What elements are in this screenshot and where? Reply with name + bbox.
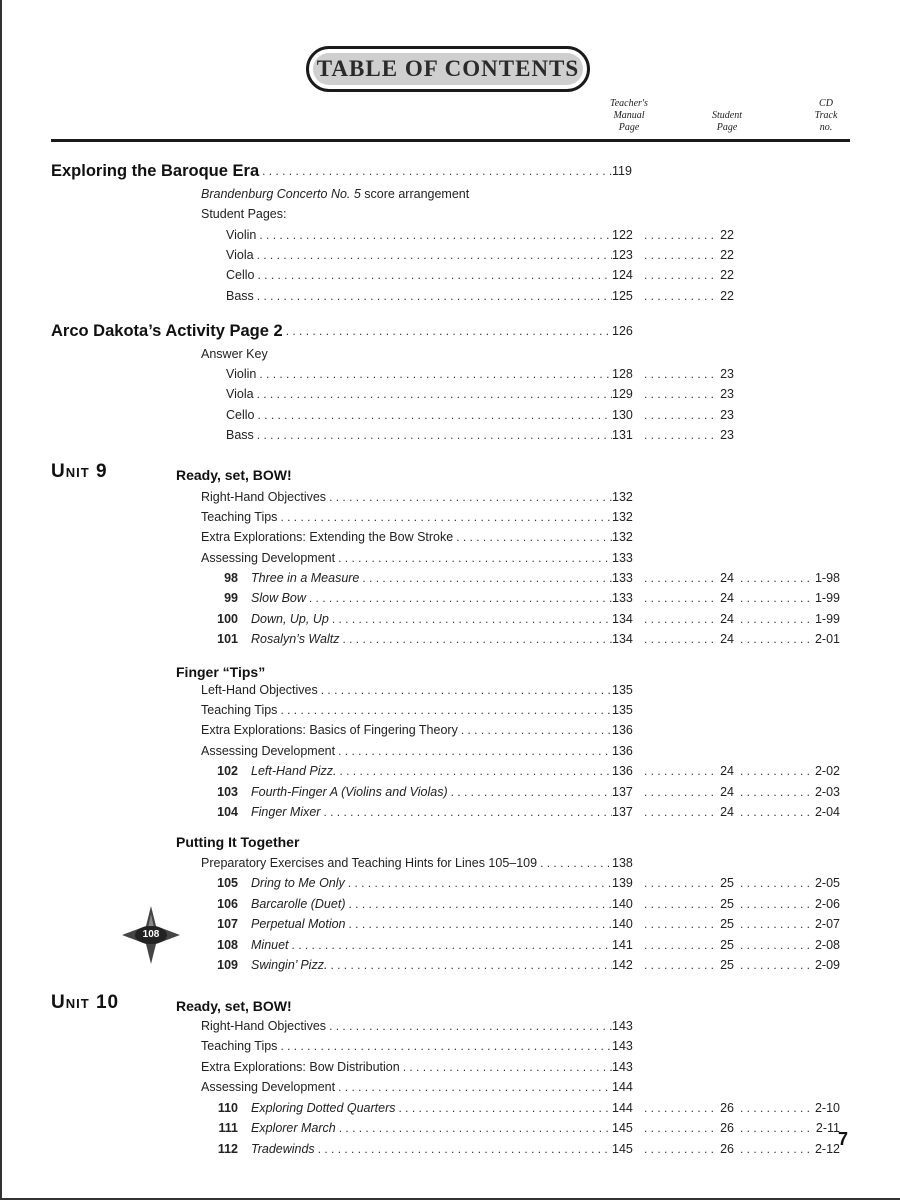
toc-row: [0, 265, 900, 285]
toc-row: [0, 832, 900, 852]
teacher-page: 136: [612, 723, 633, 737]
title-italic: Brandenburg Concerto No. 5: [201, 187, 361, 201]
teacher-page: 135: [612, 683, 633, 697]
teacher-page: 132: [612, 490, 633, 504]
leader-dots: [257, 286, 612, 306]
leader-dots: [323, 802, 612, 822]
toc-entry-text: Teaching Tips: [201, 703, 278, 717]
teacher-page: 145: [612, 1142, 633, 1156]
student-page: 22: [720, 228, 734, 242]
teacher-page: 139: [612, 876, 633, 890]
leader-dots: [644, 761, 718, 781]
toc-row: [0, 245, 900, 265]
leader-dots: [644, 802, 718, 822]
student-page: 25: [720, 876, 734, 890]
toc-row: [0, 680, 900, 700]
teacher-column-header: [596, 98, 662, 134]
teacher-page: 119: [612, 164, 632, 178]
line-title: Exploring Dotted Quarters: [251, 1101, 396, 1115]
toc-row: [0, 507, 900, 527]
line-title: Tradewinds: [251, 1142, 315, 1156]
toc-row: [0, 225, 900, 245]
leader-dots: [644, 935, 718, 955]
subsection-heading: Ready, set, BOW!: [176, 467, 292, 483]
student-page: 24: [720, 612, 734, 626]
teacher-page: 129: [612, 387, 633, 401]
leader-dots: [644, 384, 718, 404]
toc-entry-text: Right-Hand Objectives: [201, 490, 327, 504]
teacher-header-line-1: Teacher's: [610, 98, 648, 109]
toc-row: [0, 1098, 900, 1118]
toc-entry-text: Teaching Tips: [201, 1039, 278, 1053]
leader-dots: [258, 405, 613, 425]
leader-dots: [740, 1098, 812, 1118]
toc-row: [0, 741, 900, 761]
toc-entry-text: [201, 184, 469, 204]
cd-header-line-1: CD: [819, 98, 833, 109]
toc-row: [0, 629, 900, 649]
leader-dots: [349, 914, 612, 934]
student-page: 24: [720, 591, 734, 605]
unit-label: Unit 9: [51, 461, 108, 482]
header-rule: [51, 139, 850, 142]
student-column-header: [694, 110, 760, 134]
leader-dots: [644, 609, 718, 629]
leader-dots: [259, 225, 612, 245]
line-title: Perpetual Motion: [251, 917, 346, 931]
teacher-page: 132: [612, 510, 633, 524]
toc-row: [0, 720, 900, 740]
toc-entry-text: Left-Hand Objectives: [201, 683, 318, 697]
toc-entry-text: Preparatory Exercises and Teaching Hints for Lines 105–109: [201, 856, 538, 870]
toc-entry-text: Bass: [226, 428, 254, 442]
student-page: 25: [720, 958, 734, 972]
leader-dots: [644, 588, 718, 608]
student-page: 23: [720, 408, 734, 422]
leader-dots: [292, 935, 612, 955]
teacher-page: 128: [612, 367, 633, 381]
teacher-page: 137: [612, 805, 633, 819]
teacher-page: 144: [612, 1101, 633, 1115]
line-title: Barcarolle (Duet): [251, 897, 346, 911]
toc-row: [0, 204, 900, 224]
toc-entry-text: Viola: [226, 387, 254, 401]
cd-track: 2-04: [814, 805, 840, 819]
teacher-page: 134: [612, 612, 633, 626]
leader-dots: [339, 761, 612, 781]
toc-row: [0, 548, 900, 568]
leader-dots: [280, 507, 612, 527]
student-page: 24: [720, 785, 734, 799]
student-page: 25: [720, 917, 734, 931]
teacher-page: 137: [612, 785, 633, 799]
leader-dots: [740, 802, 812, 822]
toc-row: [0, 568, 900, 588]
toc-entry-text: Violin: [226, 367, 257, 381]
student-page: 24: [720, 632, 734, 646]
cd-header-line-2: Track: [814, 110, 838, 121]
line-number: 108: [217, 938, 238, 952]
leader-dots: [342, 629, 612, 649]
toc-row: [0, 1077, 900, 1097]
toc-row: [0, 609, 900, 629]
toc-entry-text: Right-Hand Objectives: [201, 1019, 327, 1033]
student-page: 24: [720, 805, 734, 819]
teacher-page: 122: [612, 228, 633, 242]
leader-dots: [644, 405, 718, 425]
leader-dots: [451, 782, 612, 802]
teacher-page: 143: [612, 1019, 633, 1033]
line-title: Dring to Me Only: [251, 876, 345, 890]
teacher-page: 143: [612, 1060, 633, 1074]
section-heading: Exploring the Baroque Era: [51, 162, 260, 180]
toc-row: [0, 364, 900, 384]
toc-row: [0, 588, 900, 608]
leader-dots: [348, 873, 612, 893]
title-capsule: [306, 46, 590, 92]
leader-dots: [461, 720, 612, 740]
cd-track: 2-10: [814, 1101, 840, 1115]
leader-dots: [644, 225, 718, 245]
toc-row: [0, 344, 900, 364]
toc-entry-text: Assessing Development: [201, 1080, 336, 1094]
line-title: Three in a Measure: [251, 571, 360, 585]
student-page: 22: [720, 248, 734, 262]
teacher-header-line-2: Manual: [613, 110, 645, 121]
leader-dots: [286, 321, 612, 341]
leader-dots: [644, 894, 718, 914]
cd-track: 2-03: [814, 785, 840, 799]
leader-dots: [332, 609, 612, 629]
toc-row: [0, 384, 900, 404]
line-number: 105: [217, 876, 238, 890]
student-page: 22: [720, 289, 734, 303]
toc-entry-text: Cello: [226, 268, 255, 282]
toc-entry-text: Viola: [226, 248, 254, 262]
leader-dots: [740, 782, 812, 802]
leader-dots: [644, 568, 718, 588]
leader-dots: [257, 384, 612, 404]
cd-header-line-3: no.: [819, 122, 833, 133]
toc-entry-text: Answer Key: [201, 347, 268, 361]
teacher-page: 132: [612, 530, 633, 544]
cd-track: 2-07: [814, 917, 840, 931]
leader-dots: [644, 873, 718, 893]
leader-dots: [403, 1057, 612, 1077]
leader-dots: [740, 568, 812, 588]
toc-row: [0, 700, 900, 720]
leader-dots: [348, 894, 612, 914]
student-page: 23: [720, 428, 734, 442]
leader-dots: [644, 364, 718, 384]
teacher-page: 131: [612, 428, 633, 442]
leader-dots: [318, 1139, 612, 1159]
toc-row: [0, 782, 900, 802]
cd-track: 2-12: [814, 1142, 840, 1156]
leader-dots: [399, 1098, 612, 1118]
toc-row: [0, 1139, 900, 1159]
line-title: Slow Bow: [251, 591, 306, 605]
student-page: 23: [720, 367, 734, 381]
student-page: 26: [720, 1142, 734, 1156]
toc-row: [0, 425, 900, 445]
teacher-page: 140: [612, 897, 633, 911]
cd-track: 2-05: [814, 876, 840, 890]
teacher-page: 142: [612, 958, 633, 972]
leader-dots: [644, 1139, 718, 1159]
toc-entry-text: Teaching Tips: [201, 510, 278, 524]
cd-track: 1-99: [814, 591, 840, 605]
cd-track: 2-11: [815, 1121, 840, 1135]
leader-dots: [338, 741, 612, 761]
leader-dots: [338, 1077, 612, 1097]
leader-dots: [644, 1118, 718, 1138]
leader-dots: [329, 487, 612, 507]
toc-entry-text: Assessing Development: [201, 551, 336, 565]
leader-dots: [740, 914, 812, 934]
toc-row: [0, 321, 900, 341]
line-number: 100: [217, 612, 238, 626]
toc-row: [0, 184, 900, 204]
leader-dots: [540, 853, 612, 873]
line-number: 103: [217, 785, 238, 799]
toc-entry-text: Extra Explorations: Basics of Fingering Theory: [201, 723, 458, 737]
toc-row: [0, 1016, 900, 1036]
toc-row: [0, 465, 900, 485]
toc-row: [0, 1057, 900, 1077]
leader-dots: [644, 1098, 718, 1118]
student-header-line-1: Student: [712, 110, 742, 121]
toc-entry-text: Violin: [226, 228, 257, 242]
leader-dots: [644, 286, 718, 306]
leader-dots: [740, 873, 812, 893]
teacher-page: 126: [612, 324, 633, 338]
toc-row: [0, 873, 900, 893]
line-title: Finger Mixer: [251, 805, 321, 819]
line-number: 110: [217, 1101, 238, 1115]
cd-track: 2-02: [814, 764, 840, 778]
unit-label: Unit 10: [51, 992, 120, 1013]
leader-dots: [740, 894, 812, 914]
line-number: 109: [217, 958, 238, 972]
leader-dots: [740, 629, 812, 649]
leader-dots: [740, 761, 812, 781]
leader-dots: [644, 265, 718, 285]
cd-track: 2-06: [814, 897, 840, 911]
teacher-page: 124: [612, 268, 633, 282]
leader-dots: [362, 568, 612, 588]
leader-dots: [740, 588, 812, 608]
cd-track: 2-08: [814, 938, 840, 952]
teacher-page: 123: [612, 248, 633, 262]
section-heading: Arco Dakota’s Activity Page 2: [51, 322, 283, 340]
leader-dots: [338, 548, 612, 568]
subsection-heading: Finger “Tips”: [176, 664, 266, 680]
leader-dots: [309, 588, 612, 608]
page-title: TABLE OF CONTENTS: [313, 53, 583, 85]
toc-row: [0, 761, 900, 781]
toc-row: [0, 527, 900, 547]
cd-track: 2-09: [814, 958, 840, 972]
student-page: 26: [720, 1101, 734, 1115]
toc-entry-text: Assessing Development: [201, 744, 336, 758]
cd-track: 1-98: [814, 571, 840, 585]
title-rest: score arrangement: [360, 187, 470, 201]
line-title: Swingin’ Pizz.: [251, 958, 328, 972]
teacher-page: 125: [612, 289, 633, 303]
leader-dots: [740, 609, 812, 629]
toc-row: [0, 802, 900, 822]
leader-dots: [644, 629, 718, 649]
leader-dots: [257, 425, 612, 445]
teacher-page: 133: [612, 551, 633, 565]
teacher-page: 136: [612, 764, 633, 778]
leader-dots: [280, 1036, 612, 1056]
cd-track: 1-99: [814, 612, 840, 626]
toc-entry-text: Extra Explorations: Extending the Bow Stroke: [201, 530, 454, 544]
toc-row: [0, 1036, 900, 1056]
leader-dots: [644, 955, 718, 975]
leader-dots: [339, 1118, 612, 1138]
subsection-heading: Putting It Together: [176, 834, 300, 850]
leader-dots: [258, 265, 613, 285]
student-page: 24: [720, 764, 734, 778]
teacher-page: 130: [612, 408, 633, 422]
leader-dots: [740, 935, 812, 955]
cd-column-header: [800, 98, 852, 134]
leader-dots: [280, 700, 612, 720]
line-number: 111: [218, 1121, 238, 1135]
toc-row: [0, 853, 900, 873]
line-title: Explorer March: [251, 1121, 336, 1135]
toc-row: [0, 662, 900, 682]
leader-dots: [330, 955, 612, 975]
student-page: 25: [720, 938, 734, 952]
toc-row: [0, 405, 900, 425]
toc-entry-text: Student Pages:: [201, 207, 287, 221]
teacher-page: 134: [612, 632, 633, 646]
toc-entry-text: Bass: [226, 289, 254, 303]
student-page: 26: [720, 1121, 734, 1135]
leader-dots: [644, 245, 718, 265]
toc-row: [0, 1118, 900, 1138]
line-number: 104: [217, 805, 238, 819]
line-title: Minuet: [251, 938, 289, 952]
line-number: 98: [224, 571, 238, 585]
teacher-page: 144: [612, 1080, 633, 1094]
student-page: 25: [720, 897, 734, 911]
teacher-page: 133: [612, 571, 633, 585]
leader-dots: [262, 161, 612, 181]
leader-dots: [740, 955, 812, 975]
teacher-page: 138: [612, 856, 633, 870]
leader-dots: [644, 425, 718, 445]
page-number: 7: [837, 1129, 848, 1149]
leader-dots: [257, 245, 612, 265]
toc-row: [0, 487, 900, 507]
line-number: 112: [217, 1142, 238, 1156]
student-header-line-2: Page: [716, 122, 738, 133]
leader-dots: [259, 364, 612, 384]
subsection-heading: Ready, set, BOW!: [176, 998, 292, 1014]
student-page: 22: [720, 268, 734, 282]
line-number: 102: [217, 764, 238, 778]
leader-dots: [740, 1118, 812, 1138]
line-title: Left-Hand Pizz.: [251, 764, 337, 778]
student-page: 23: [720, 387, 734, 401]
teacher-page: 140: [612, 917, 633, 931]
leader-dots: [644, 914, 718, 934]
line-title: Fourth-Finger A (Violins and Violas): [251, 785, 448, 799]
student-page: 24: [720, 571, 734, 585]
toc-row: [0, 996, 900, 1016]
leader-dots: [456, 527, 612, 547]
cd-track: 2-01: [814, 632, 840, 646]
line-number: 99: [224, 591, 238, 605]
toc-entry-text: Cello: [226, 408, 255, 422]
line-title: Rosalyn’s Waltz: [251, 632, 340, 646]
line-number: 106: [217, 897, 238, 911]
leader-dots: [740, 1139, 812, 1159]
teacher-page: 133: [612, 591, 633, 605]
teacher-page: 141: [612, 938, 633, 952]
line-title: Down, Up, Up: [251, 612, 329, 626]
badge-label: 108: [142, 929, 160, 940]
line-number: 107: [217, 917, 238, 931]
toc-row: [0, 286, 900, 306]
line-number: 101: [217, 632, 238, 646]
teacher-page: 136: [612, 744, 633, 758]
toc-row: [0, 161, 900, 181]
teacher-page: 143: [612, 1039, 633, 1053]
leader-dots: [321, 680, 612, 700]
leader-dots: [329, 1016, 612, 1036]
teacher-page: 135: [612, 703, 633, 717]
teacher-page: 145: [612, 1121, 633, 1135]
teacher-header-line-3: Page: [618, 122, 640, 133]
toc-entry-text: Extra Explorations: Bow Distribution: [201, 1060, 400, 1074]
leader-dots: [644, 782, 718, 802]
